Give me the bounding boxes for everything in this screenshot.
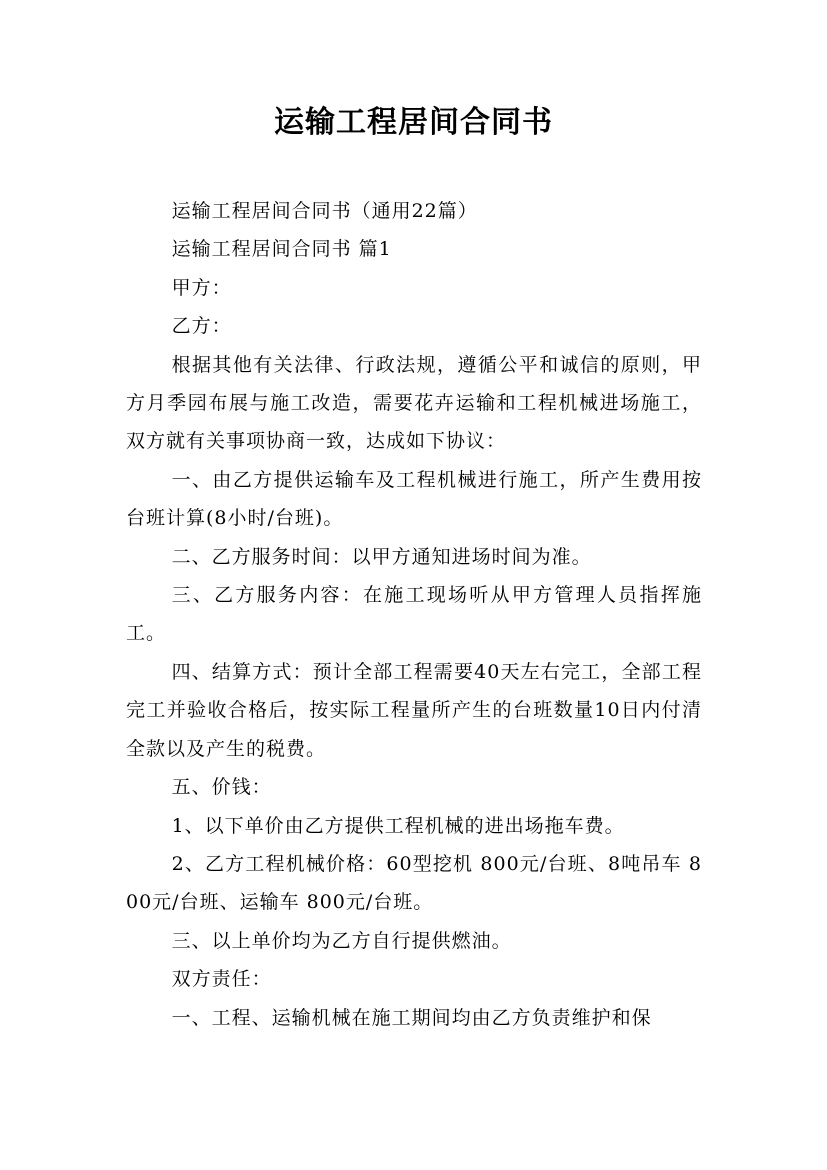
paragraph-price-2: 2、乙方工程机械价格：60型挖机 800元/台班、8吨吊车 800元/台班、运输车 800元/台班。: [126, 852, 702, 914]
paragraph-preamble: 根据其他有关法律、行政法规，遵循公平和诚信的原则，甲方月季园布展与施工改造，需要花卉运输和工程机械进场施工，双方就有关事项协商一致，达成如下协议：: [126, 353, 702, 453]
paragraph-clause-3: 三、乙方服务内容：在施工现场听从甲方管理人员指挥施工。: [126, 584, 702, 645]
paragraph-section-heading: 运输工程居间合同书 篇1: [171, 238, 392, 261]
paragraph-clause-2: 二、乙方服务时间：以甲方通知进场时间为准。: [171, 545, 592, 568]
paragraph-price-1: 1、以下单价由乙方提供工程机械的进出场拖车费。: [171, 814, 625, 837]
paragraph-clause-4: 四、结算方式：预计全部工程需要40天左右完工，全部工程完工并验收合格后，按实际工程量所产生的台班数量10日内付清全款以及产生的税费。: [126, 660, 702, 760]
paragraph-price-3: 三、以上单价均为乙方自行提供燃油。: [171, 929, 512, 952]
paragraph-subtitle: 运输工程居间合同书（通用22篇）: [171, 200, 478, 222]
paragraph-party-b: 乙方：: [171, 315, 232, 338]
paragraph-party-a: 甲方：: [171, 276, 232, 299]
paragraph-clause-5: 五、价钱：: [171, 776, 272, 799]
paragraph-clause-1: 一、由乙方提供运输车及工程机械进行施工，所产生费用按台班计算(8小时/台班)。: [126, 468, 702, 530]
document-title: 运输工程居间合同书: [274, 105, 553, 140]
paragraph-responsibility-1: 一、工程、运输机械在施工期间均由乙方负责维护和保: [171, 1006, 652, 1029]
document-body: [126, 192, 702, 1037]
paragraph-responsibilities: 双方责任：: [171, 968, 272, 991]
